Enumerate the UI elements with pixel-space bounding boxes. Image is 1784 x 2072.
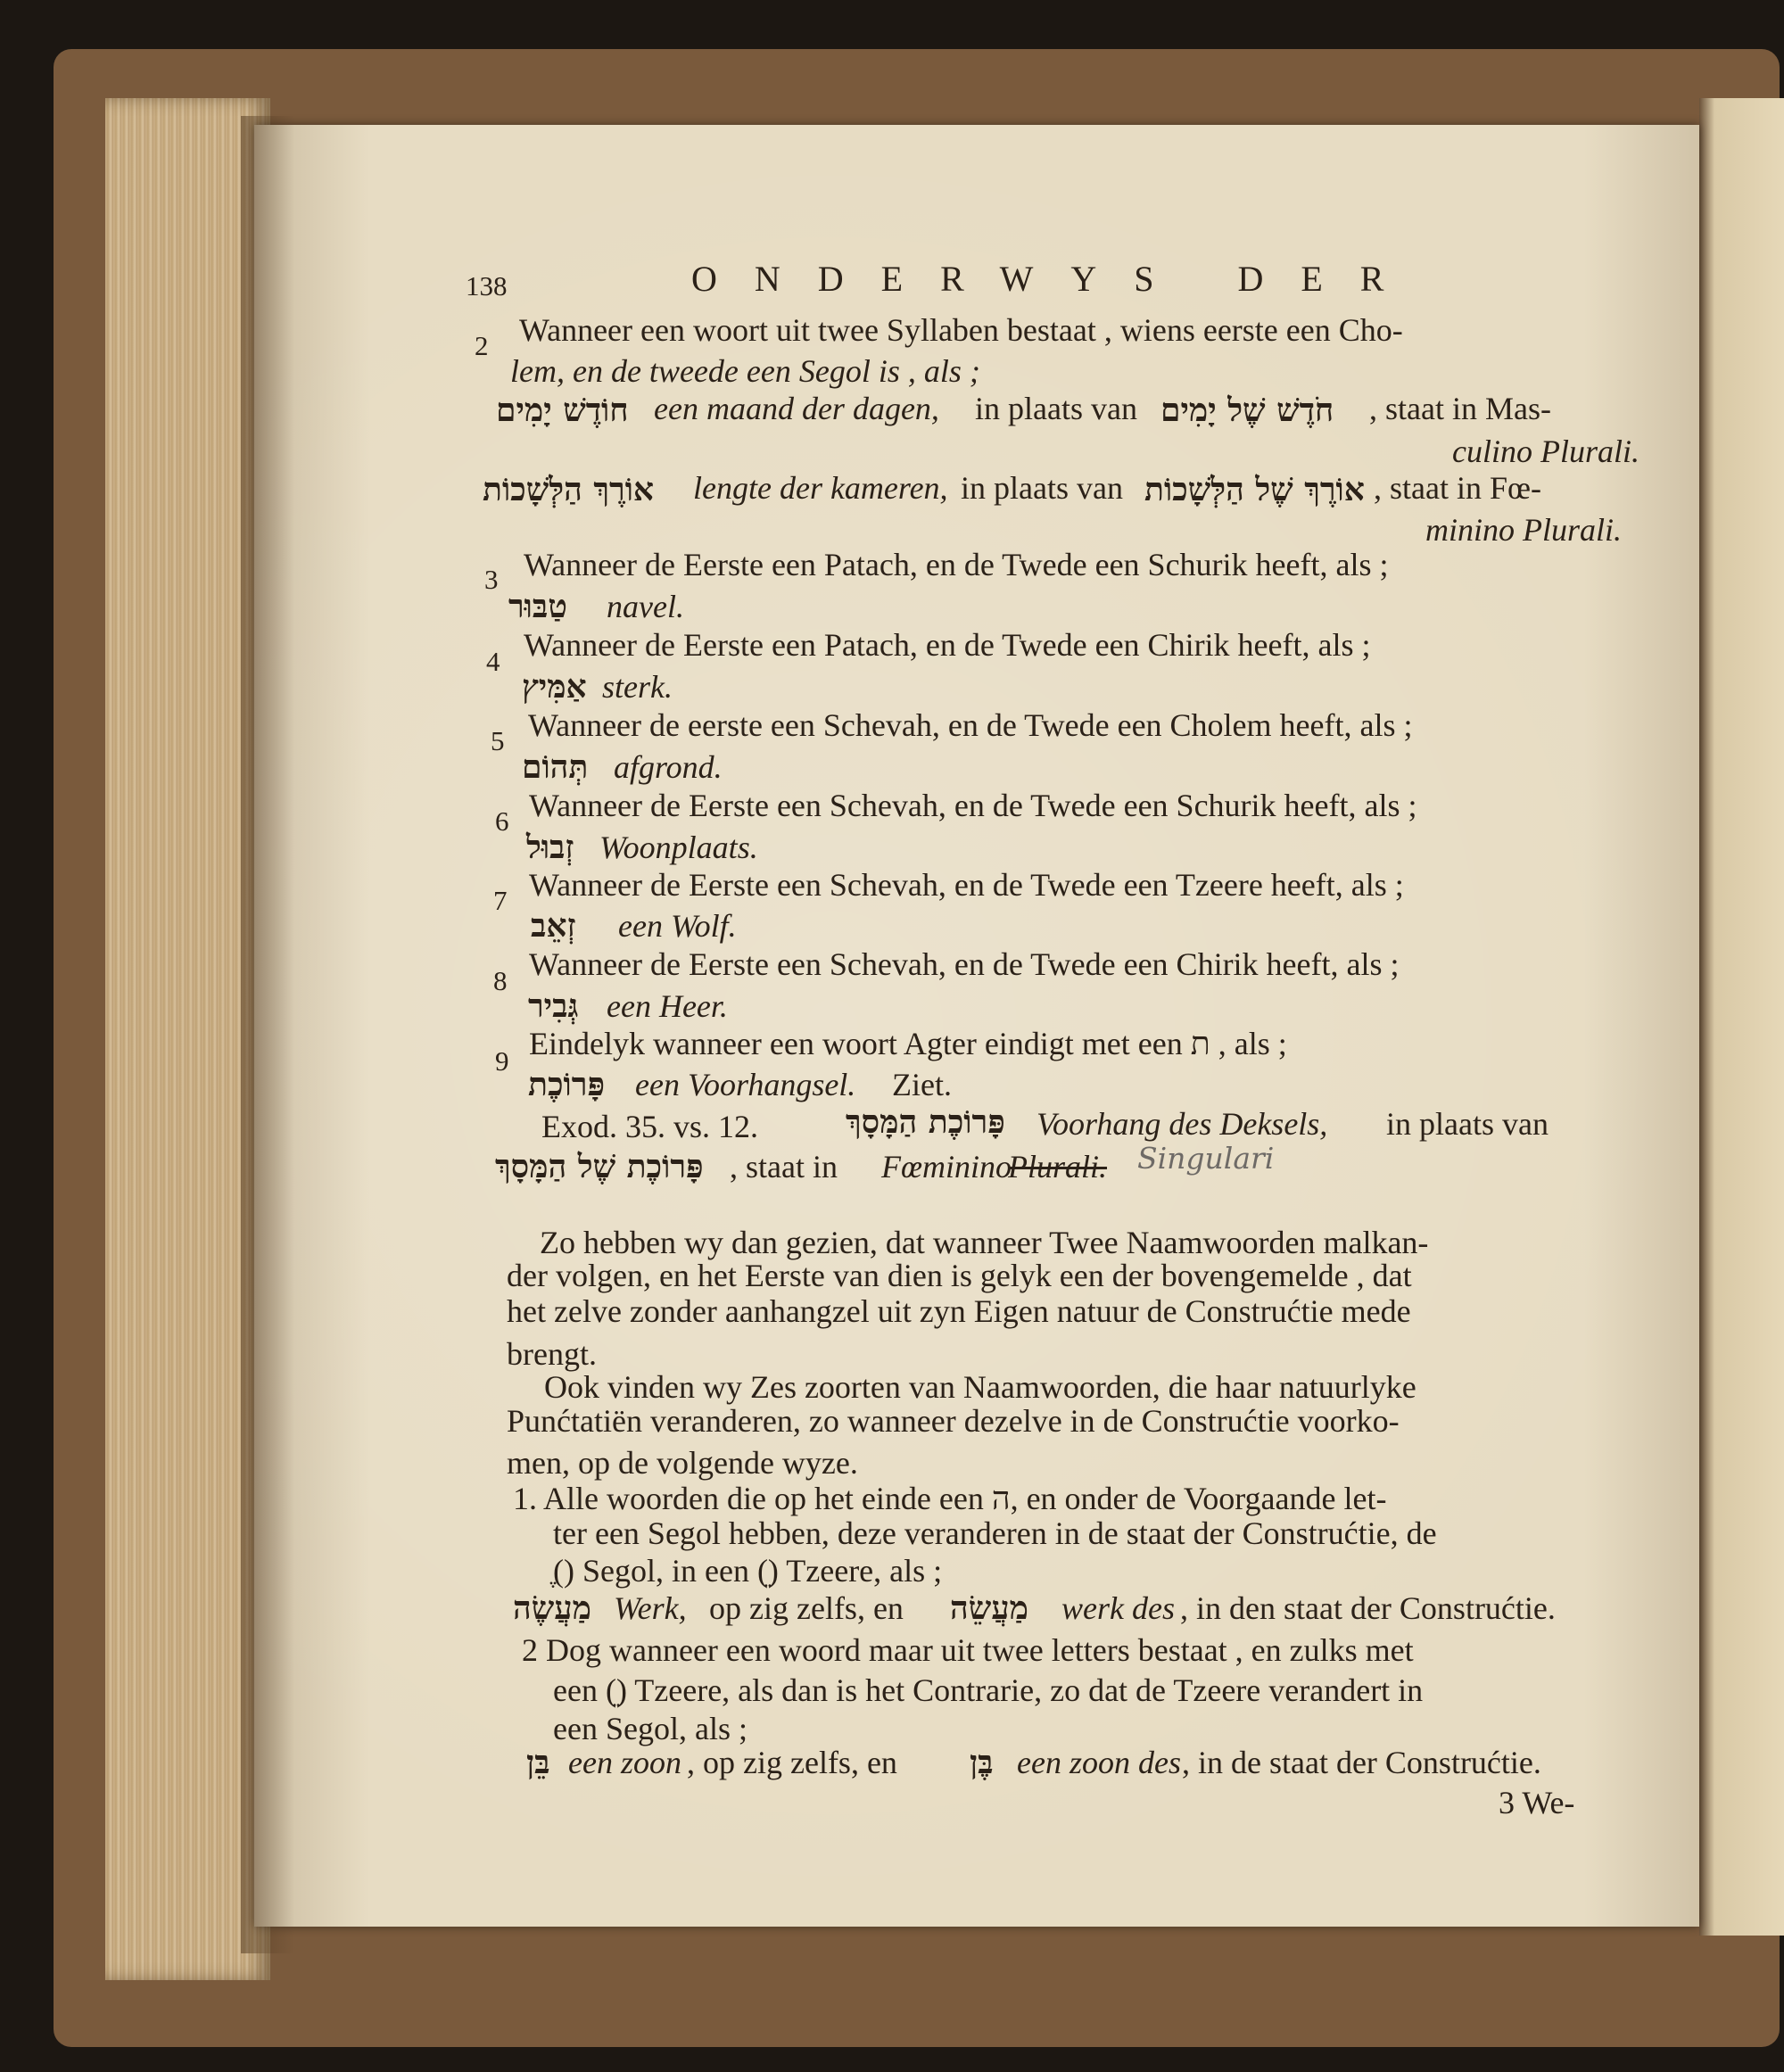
example-gloss: een maand der dagen, bbox=[654, 391, 939, 426]
item-number: 6 bbox=[495, 805, 509, 837]
item-text: Wanneer een woort uit twee Syllaben bestaat , wiens eerste een Cho- bbox=[519, 312, 1403, 348]
example-text: , op zig zelfs, en bbox=[687, 1745, 897, 1780]
example-text-cont: culino Plurali. bbox=[1452, 433, 1639, 469]
example-gloss: navel. bbox=[607, 589, 684, 624]
running-title: ONDERWYS DER bbox=[691, 259, 1422, 299]
paragraph-line: Ook vinden wy Zes zoorten van Naamwoorden, die haar natuurlyke bbox=[544, 1369, 1416, 1405]
example-text: , staat in Mas- bbox=[1369, 391, 1551, 426]
hebrew-example: גְּבִיר bbox=[528, 987, 579, 1025]
example-gloss: een Heer. bbox=[607, 988, 728, 1024]
hebrew-example: תְּהוֹם bbox=[522, 748, 589, 786]
rule-line: een Segol, als ; bbox=[553, 1711, 747, 1746]
paragraph-line: Zo hebben wy dan gezien, dat wanneer Twee Naamwoorden malkan- bbox=[540, 1225, 1429, 1260]
hebrew-example: פָּרוֹכֶת הַמָּסָךְ bbox=[846, 1103, 1005, 1141]
item-text: Wanneer de Eerste een Schevah, en de Twede een Tzeere heeft, als ; bbox=[529, 867, 1404, 903]
hebrew-example: זְבוּל bbox=[526, 829, 574, 866]
example-gloss: een Voorhangsel. bbox=[635, 1067, 856, 1102]
item-number: 3 bbox=[484, 564, 499, 595]
rule-line: 1. Alle woorden die op het einde een ה, en onder de Voorgaande let- bbox=[513, 1481, 1387, 1516]
item-text: Wanneer de Eerste een Patach, en de Twede een Schurik heeft, als ; bbox=[524, 547, 1389, 582]
example-gloss: afgrond. bbox=[614, 749, 723, 785]
catchword: 3 We- bbox=[1499, 1785, 1575, 1820]
example-text: in plaats van bbox=[975, 391, 1137, 426]
paragraph-line: Punćtatiën veranderen, zo wanneer dezelve in de Construćtie voorko- bbox=[507, 1403, 1400, 1439]
paragraph-line: brengt. bbox=[507, 1336, 597, 1372]
item-number: 4 bbox=[486, 646, 500, 677]
example-gloss: lengte der kameren, bbox=[693, 470, 948, 506]
example-text: , staat in Fœ- bbox=[1374, 470, 1541, 506]
example-gloss: Werk, bbox=[614, 1590, 687, 1626]
example-text: , in de staat der Construćtie. bbox=[1182, 1745, 1541, 1780]
item-number: 2 bbox=[475, 330, 489, 361]
exodus-reference: Exod. 35. vs. 12. bbox=[541, 1109, 758, 1144]
example-gloss: Woonplaats. bbox=[599, 830, 758, 865]
item-number: 7 bbox=[493, 885, 508, 916]
item-text-cont: lem, en de tweede een Segol is , als ; bbox=[510, 353, 980, 389]
hebrew-example: טַבּוּר bbox=[508, 588, 567, 625]
page-gutter bbox=[241, 116, 294, 1953]
hebrew-example: חֹדֶשׁ שֶׁל יָמִים bbox=[1160, 392, 1334, 429]
rule-line: een (ֵ) Tzeere, als dan is het Contrarie, zo dat de Tzeere verandert in bbox=[553, 1672, 1424, 1708]
hebrew-example: מַעֲשֶׂה bbox=[513, 1589, 591, 1627]
rule-line: 2 Dog wanneer een woord maar uit twee letters bestaat , en zulks met bbox=[522, 1632, 1414, 1668]
rule-line: (ֶ) Segol, in een (ֵ) Tzeere, als ; bbox=[553, 1553, 943, 1589]
example-gloss: sterk. bbox=[602, 669, 673, 705]
hebrew-example: פָּרוֹכֶת שֶׁל הַמָּסָךְ bbox=[495, 1148, 704, 1185]
item-text: Wanneer de Eerste een Schevah, en de Twede een Schurik heeft, als ; bbox=[529, 788, 1417, 823]
example-text: Ziet. bbox=[892, 1067, 952, 1102]
item-text: Wanneer de Eerste een Patach, en de Twede een Chirik heeft, als ; bbox=[524, 627, 1371, 663]
item-text: Wanneer de Eerste een Schevah, en de Twede een Chirik heeft, als ; bbox=[529, 946, 1400, 982]
item-number: 9 bbox=[495, 1045, 509, 1077]
hebrew-example: מַעֲשֵׂה bbox=[950, 1589, 1028, 1627]
item-text: Wanneer de eerste een Schevah, en de Twede een Cholem heeft, als ; bbox=[528, 707, 1413, 743]
example-gloss: een zoon bbox=[568, 1745, 681, 1780]
page-number: 138 bbox=[466, 270, 508, 301]
handwritten-correction: Singulari bbox=[1137, 1141, 1275, 1176]
example-text: in plaats van bbox=[961, 470, 1123, 506]
hebrew-example: פָּרוֹכֶת bbox=[528, 1066, 606, 1103]
example-text: in plaats van bbox=[1386, 1106, 1549, 1142]
paragraph-line: het zelve zonder aanhangzel uit zyn Eigen natuur de Construćtie mede bbox=[507, 1293, 1411, 1329]
hebrew-example: אוֹרֶךְ הַלְּשָׁכוֹת bbox=[483, 471, 655, 508]
hebrew-example: חוֹדֶשׁ יָמִים bbox=[496, 392, 629, 429]
hebrew-example: אַמִּיץ bbox=[522, 668, 587, 706]
example-text: op zig zelfs, en bbox=[709, 1590, 904, 1626]
struck-word: Plurali. bbox=[1008, 1149, 1108, 1185]
example-text: , in den staat der Construćtie. bbox=[1180, 1590, 1556, 1626]
hebrew-example: בֶּן bbox=[970, 1744, 994, 1781]
example-gloss: werk des bbox=[1061, 1590, 1175, 1626]
item-number: 5 bbox=[491, 725, 505, 756]
paragraph-line: men, op de volgende wyze. bbox=[507, 1445, 858, 1481]
example-text-cont: minino Plurali. bbox=[1425, 512, 1623, 548]
item-number: 8 bbox=[493, 965, 508, 996]
hebrew-example: זְאֵב bbox=[531, 907, 576, 945]
rule-line: ter een Segol hebben, deze veranderen in de staat der Construćtie, de bbox=[553, 1515, 1437, 1551]
example-gloss: een Wolf. bbox=[618, 908, 737, 944]
example-text: Fœminino bbox=[881, 1149, 1012, 1185]
item-text: Eindelyk wanneer een woort Agter eindigt met een ת , als ; bbox=[529, 1026, 1287, 1061]
paragraph-line: der volgen, en het Eerste van dien is gelyk een der bovengemelde , dat bbox=[507, 1258, 1412, 1293]
facing-page-edge bbox=[1699, 98, 1784, 1936]
hebrew-example: אוֹרֶךְ שֶׁל הַלְּשָׁכוֹת bbox=[1144, 471, 1365, 508]
example-gloss: Voorhang des Deksels, bbox=[1037, 1106, 1328, 1142]
example-gloss: een zoon des bbox=[1017, 1745, 1181, 1780]
hebrew-example: בֵּן bbox=[526, 1744, 550, 1781]
example-text: , staat in bbox=[730, 1149, 838, 1185]
